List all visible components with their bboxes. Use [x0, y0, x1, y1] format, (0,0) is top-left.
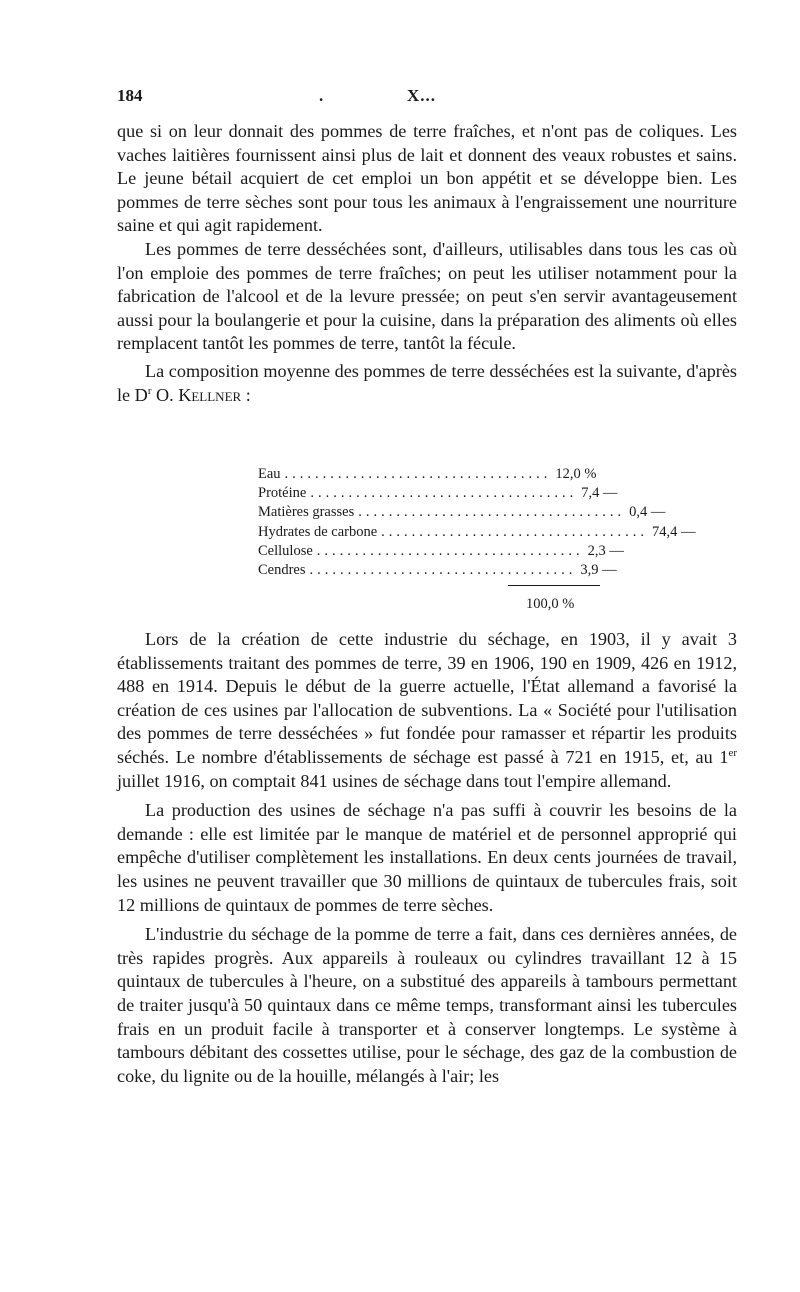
- history-text-end: juillet 1916, on comptait 841 usines de séchage dans tout l'empire allemand.: [117, 770, 672, 791]
- row-label: Eau: [258, 466, 281, 482]
- row-value: 12,0 %: [555, 466, 597, 482]
- row-label: Hydrates de carbone: [258, 523, 378, 540]
- composition-intro-text: La composition moyenne des pommes de terre desséchées est la suivante, d'après le D: [117, 360, 737, 405]
- doctor-superscript: r: [147, 384, 152, 397]
- upper-body-text: [117, 120, 737, 407]
- dot-leader: ...................................: [310, 485, 578, 502]
- table-row: [258, 542, 624, 561]
- row-label: Matières grasses: [258, 504, 355, 521]
- running-title: X...: [407, 86, 437, 105]
- row-value: 2,3 —: [587, 542, 624, 559]
- row-value: 0,4 —: [629, 504, 666, 521]
- ordinal-superscript: er: [728, 746, 737, 759]
- page-number: 184: [117, 86, 143, 105]
- author-name: O. Kellner: [156, 384, 242, 405]
- row-label: Cellulose: [258, 542, 313, 559]
- dot-leader: ...................................: [381, 523, 649, 540]
- dot-leader: ...................................: [316, 542, 584, 559]
- table-total: 100,0 %: [526, 596, 575, 613]
- row-value: 74,4 —: [652, 523, 696, 540]
- row-label: Cendres: [258, 562, 306, 579]
- history-text: Lors de la création de cette industrie du séchage, en 1903, il y avait 3 établissements traitant des pommes de terre, 39 en 1906, 190 en 1909, 426 en 1912, 488 en 1914. Depuis le début de la guerre actuelle, l'État allemand a favorisé la création de ces usines par l'allocation de subventions. La « Société pour l'utilisation des pommes de terre desséchées » fut fondée pour ramasser et répartir les produits séchés. Le nombre d'établissements de séchage est passé à 721 en 1915, et, au 1: [117, 629, 737, 767]
- table-row: [258, 484, 618, 503]
- paragraph-continuation: que si on leur donnait des pommes de terre fraîches, et n'ont pas de coliques. Les vaches laitières fournissent ainsi plus de lait et donnent des veaux robustes et sains. Le jeune bétail acquiert de cet emploi un bon appétit et se développe bien. Les pommes de terre sèches sont pour tous les animaux à l'engraissement une nourriture saine et qui agit rapidement.: [117, 121, 737, 236]
- header-dot: .: [319, 86, 324, 105]
- table-row: [258, 465, 598, 484]
- paragraph-uses: Les pommes de terre desséchées sont, d'ailleurs, utilisables dans tous les cas où l'on emploie des pommes de terre fraîches; on peut les utiliser notamment pour la fabrication de l'alcool et de la levure pressée; on peut s'en servir avantageusement aussi pour la boulangerie et pour la cuisine, dans la préparation des aliments où elles remplacent tantôt les pommes de terre, tantôt la fécule.: [117, 238, 737, 354]
- table-row: [258, 523, 696, 542]
- table-row: [258, 503, 666, 522]
- total-rule: [508, 585, 600, 586]
- page-header: [117, 86, 737, 110]
- row-value: 7,4 —: [581, 485, 618, 502]
- paragraph-composition-intro: [117, 360, 737, 407]
- dot-leader: ...................................: [358, 504, 626, 521]
- composition-intro-suffix: :: [241, 384, 251, 405]
- paragraph-industry: L'industrie du séchage de la pomme de terre a fait, dans ces dernières années, de très rapides progrès. Aux appareils à rouleaux ou cylindres travaillant 12 à 15 quintaux de tubercules à l'heure, on a substitué des appareils à tambours permettant de traiter jusqu'à 50 quintaux dans ce même temps, transformant ainsi les tubercules frais en un produit facile à transporter et à conserver longtemps. Le système à tambours débitant des cossettes utilise, pour le séchage, des gaz de la combustion de coke, du lignite ou de la houille, mélangés à l'air; les: [117, 924, 737, 1086]
- lower-body-text: [117, 628, 737, 1088]
- row-value: 3,9 —: [580, 562, 617, 579]
- composition-table: [258, 465, 696, 614]
- row-label: Protéine: [258, 485, 307, 502]
- dot-leader: ...................................: [309, 562, 577, 579]
- dot-leader: ...................................: [284, 466, 552, 482]
- table-row: [258, 561, 617, 580]
- paragraph-production: La production des usines de séchage n'a pas suffi à couvrir les besoins de la demande : elle est limitée par le manque de matériel et de personnel approprié qui empêche d'utiliser complètement les installations. En deux cents journées de travail, les usines ne peuvent travailler que 30 millions de quintaux de tubercules frais, soit 12 millions de quintaux de pommes de terre sèches.: [117, 800, 737, 915]
- paragraph-history: [117, 628, 737, 793]
